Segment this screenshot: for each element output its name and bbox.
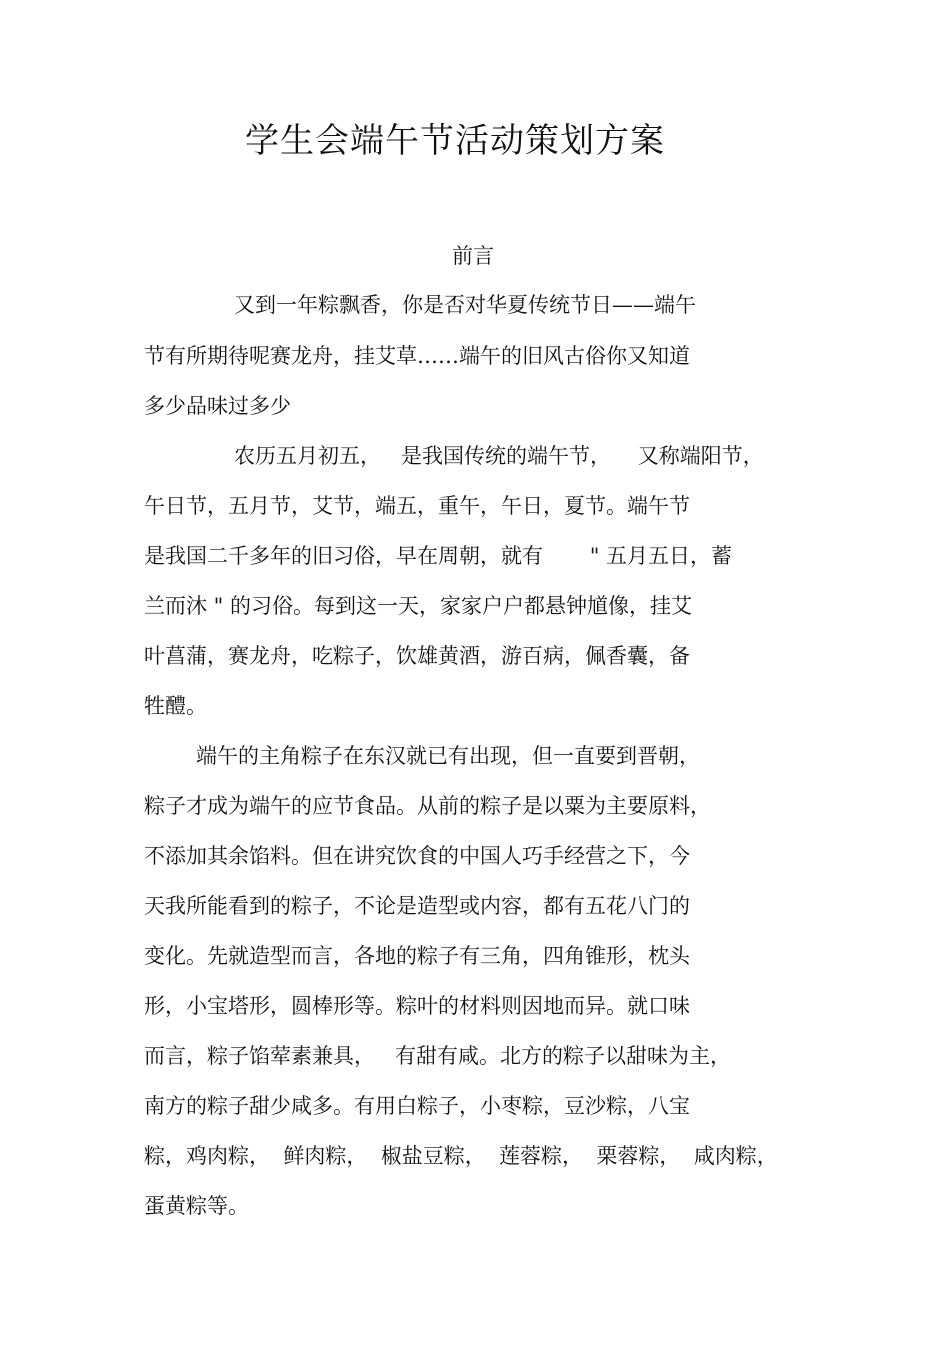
document-title: 学生会端午节活动策划方案 [245, 121, 665, 161]
paragraph-line: 农历五月初五， 是我国传统的端午节， 又称端阳节， [234, 444, 764, 468]
paragraph-line: 午日节，五月节，艾节，端五，重午，午日，夏节。端午节 [144, 494, 690, 518]
paragraph-line: 多少品味过多少 [144, 394, 291, 418]
paragraph-line: 形，小宝塔形，圆棒形等。粽叶的材料则因地而异。就口味 [144, 994, 690, 1018]
paragraph-line: 又到一年粽飘香，你是否对华夏传统节日——端午 [234, 293, 696, 317]
paragraph-line: 而言，粽子馅荤素兼具， 有甜有咸。北方的粽子以甜味为主， [144, 1044, 732, 1068]
paragraph-line: 是我国二千多年的旧习俗，早在周朝，就有 " 五月五日，蓄 [144, 544, 733, 568]
paragraph-line: 叶菖蒲，赛龙舟，吃粽子，饮雄黄酒，游百病，佩香囊，备 [144, 644, 690, 668]
paragraph-line: 南方的粽子甜少咸多。有用白粽子，小枣粽，豆沙粽，八宝 [144, 1094, 690, 1118]
section-heading: 前言 [452, 244, 494, 268]
paragraph-line: 蛋黄粽等。 [144, 1194, 249, 1218]
paragraph-line: 粽子才成为端午的应节食品。从前的粽子是以粟为主要原料， [144, 794, 711, 818]
paragraph-line: 粽，鸡肉粽， 鲜肉粽， 椒盐豆粽， 莲蓉粽， 栗蓉粽， 咸肉粽， [144, 1144, 778, 1168]
paragraph-line: 天我所能看到的粽子，不论是造型或内容，都有五花八门的 [144, 894, 690, 918]
paragraph-line: 牲醴。 [144, 694, 207, 718]
paragraph-line: 节有所期待呢赛龙舟，挂艾草……端午的旧风古俗你又知道 [144, 344, 690, 368]
paragraph-line: 变化。先就造型而言，各地的粽子有三角，四角锥形，枕头 [144, 944, 690, 968]
paragraph-line: 端午的主角粽子在东汉就已有出现，但一直要到晋朝， [196, 744, 700, 768]
paragraph-line: 兰而沐 " 的习俗。每到这一天，家家户户都悬钟馗像，挂艾 [144, 594, 693, 618]
paragraph-line: 不添加其余馅料。但在讲究饮食的中国人巧手经营之下，今 [144, 844, 690, 868]
